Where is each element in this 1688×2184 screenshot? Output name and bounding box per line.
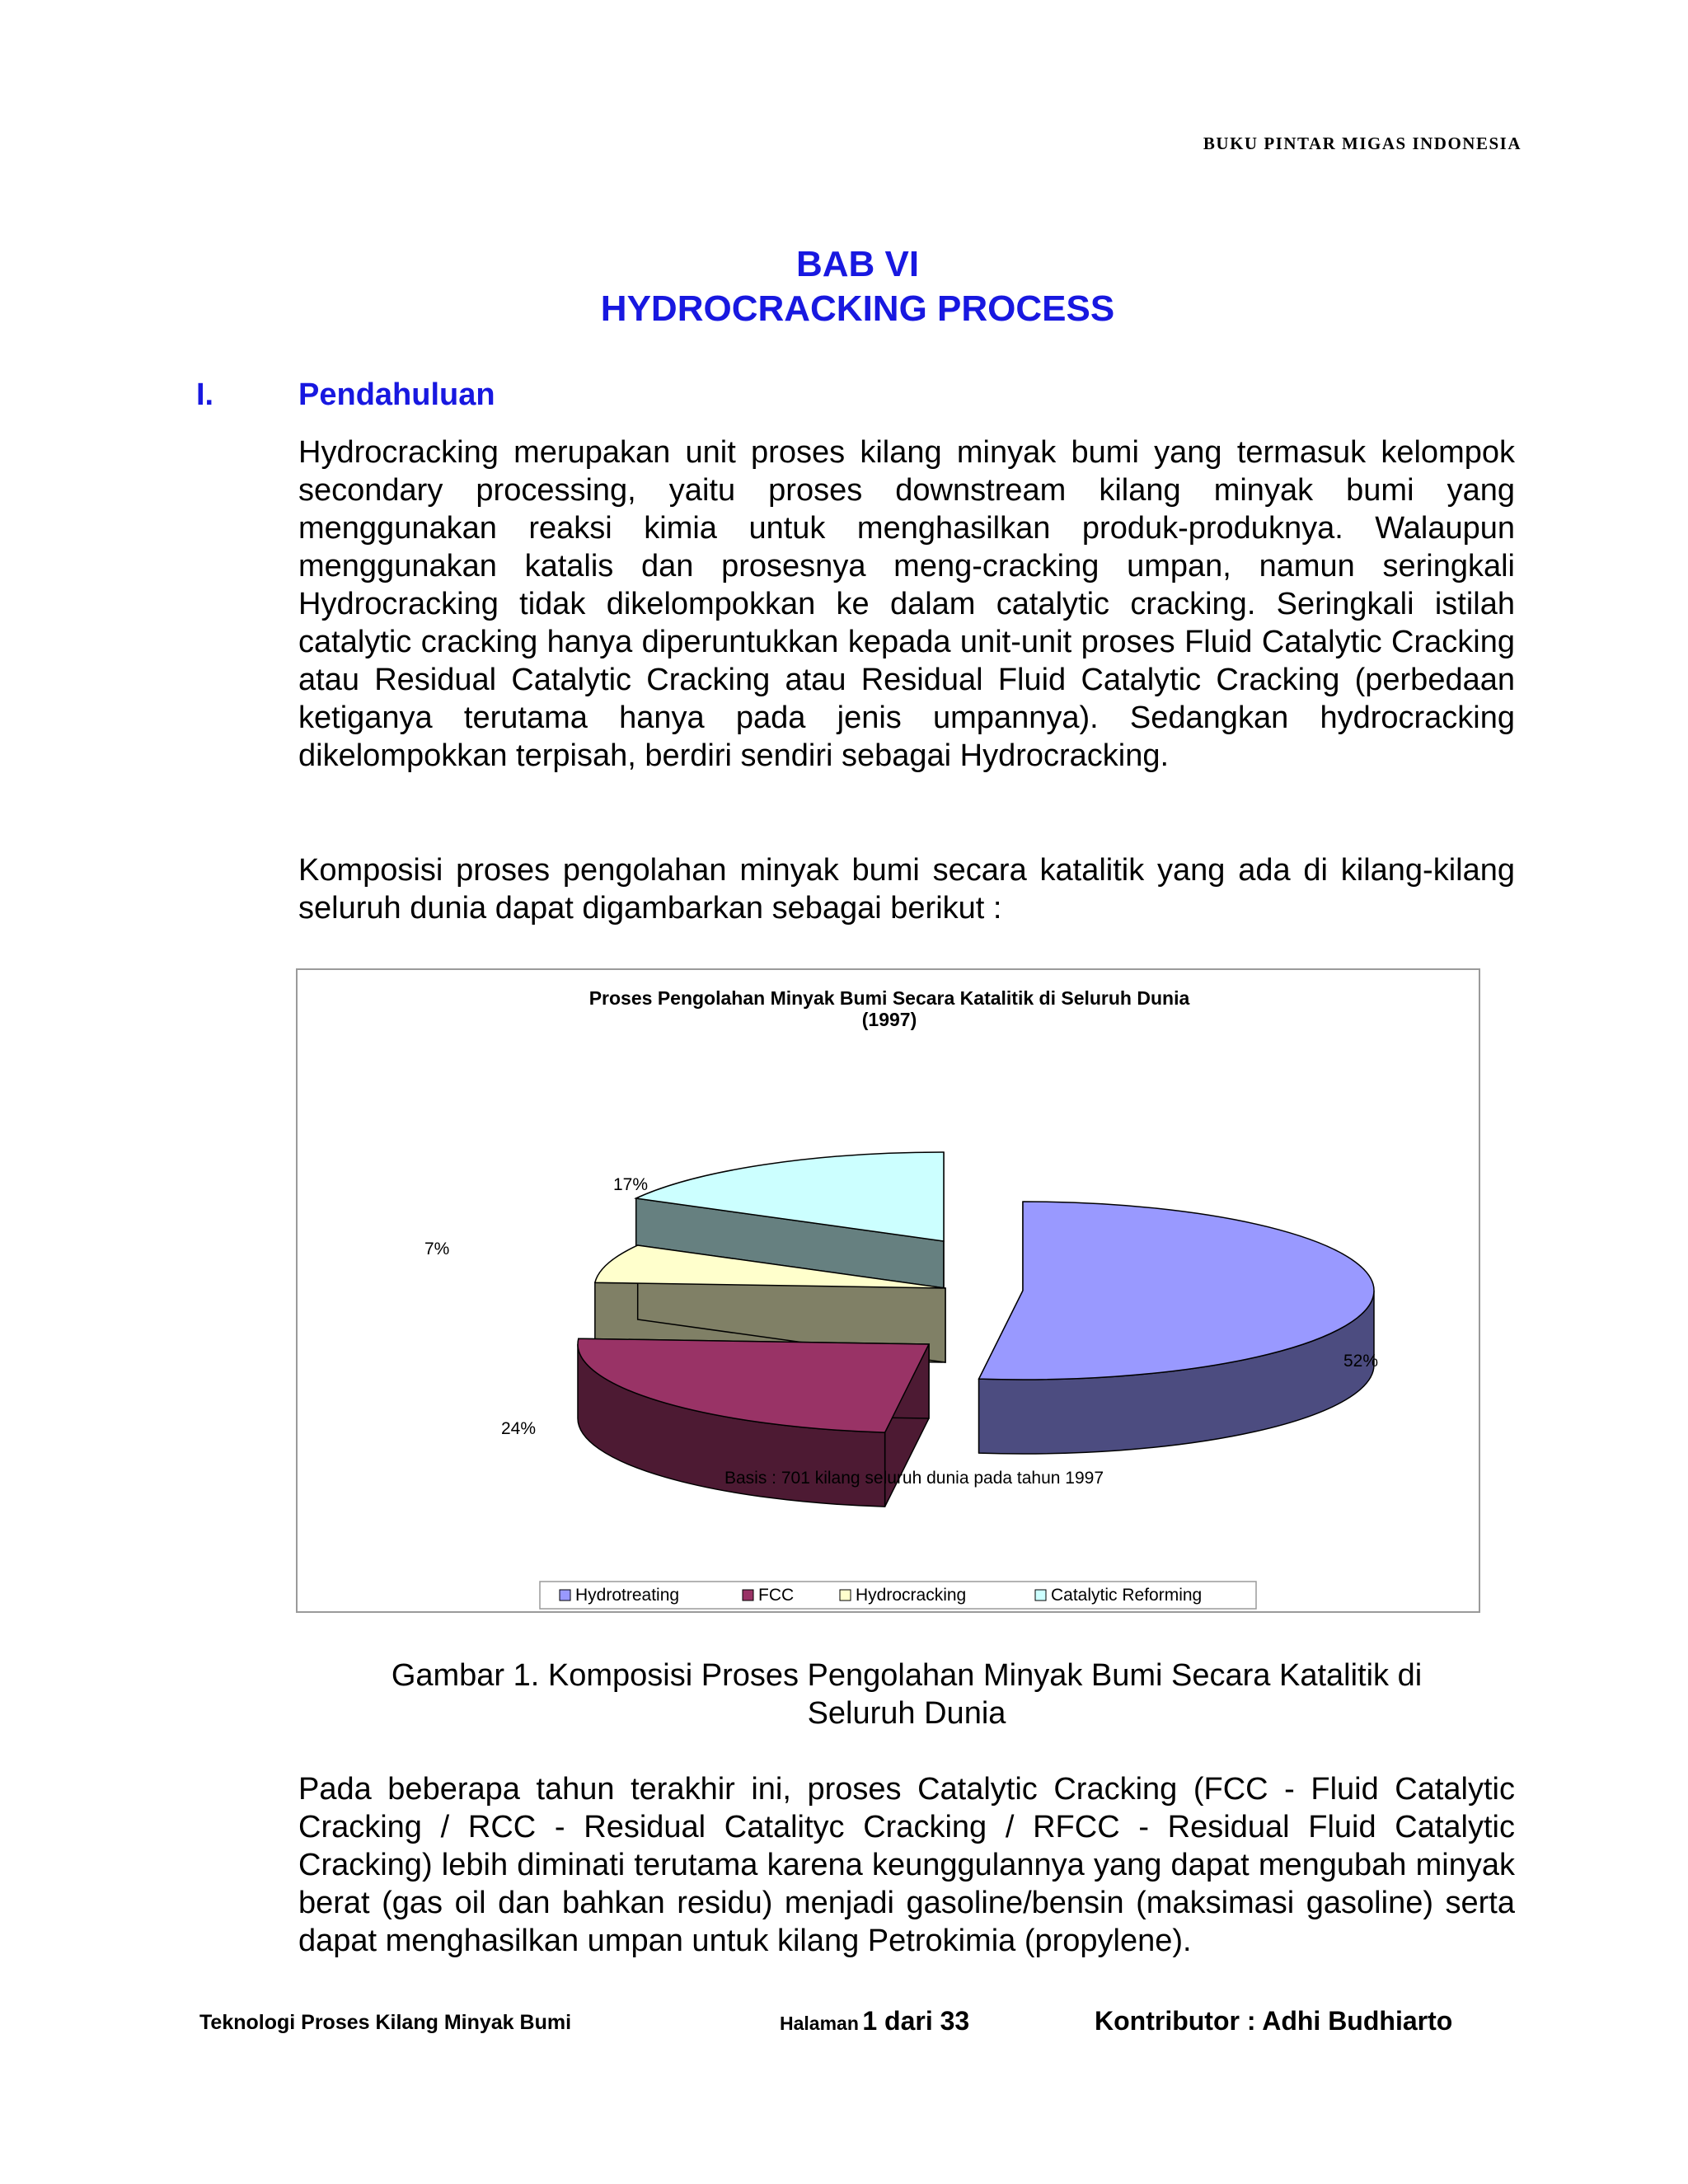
section-number: I. — [196, 377, 214, 412]
chart-title: Proses Pengolahan Minyak Bumi Secara Katalitik di Seluruh Dunia — [588, 987, 1190, 1009]
legend-label-catalytic-reforming: Catalytic Reforming — [1051, 1586, 1203, 1605]
footer-page-prefix: Halaman — [780, 2013, 859, 2034]
legend-swatch-hydrotreating — [560, 1590, 570, 1601]
chapter-title: HYDROCRACKING PROCESS — [600, 288, 1115, 329]
paragraph-catalytic-cracking: Pada beberapa tahun terakhir ini, proses Catalytic Cracking (FCC - Fluid Catalytic Cracking / RCC - Residual Catalityc Cracking / RFCC - Residual Fluid Catalytic Cracking) lebih diminati terutama karena keunggulannya yang dapat mengubah minyak berat (gas oil dan bahkan residu) menjadi gasoline/bensin (maksimasi gasoline) serta dapat menghasilkan umpan untuk kilang Petrokimia (propylene). — [298, 1772, 1515, 1958]
data-label-fcc: 24% — [501, 1419, 537, 1438]
running-header: BUKU PINTAR MIGAS INDONESIA — [1203, 134, 1522, 153]
chart-subtitle: (1997) — [861, 1009, 917, 1030]
footer-page-number — [780, 2006, 969, 2036]
chart-canvas — [298, 970, 1482, 1615]
figure-caption-line1: Gambar 1. Komposisi Proses Pengolahan Minyak Bumi Secara Katalitik di — [391, 1658, 1423, 1693]
paragraph-composition: Komposisi proses pengolahan minyak bumi secara katalitik yang ada di kilang-kilang seluruh dunia dapat digambarkan sebagai berikut : — [298, 853, 1515, 926]
legend-label-fcc: FCC — [758, 1586, 795, 1605]
legend-swatch-fcc — [743, 1590, 753, 1601]
footer-page-text: 1 dari 33 — [862, 2006, 970, 2036]
data-label-catalytic-reforming: 17% — [613, 1175, 649, 1194]
footer-book-title: Teknologi Proses Kilang Minyak Bumi — [199, 2011, 572, 2034]
chapter-number: BAB VI — [795, 244, 920, 284]
legend-label-hydrocracking: Hydrocracking — [856, 1586, 967, 1605]
pie-slices — [578, 1152, 1374, 1507]
footer-contributor: Kontributor : Adhi Budhiarto — [1095, 2006, 1453, 2036]
legend — [560, 1586, 1202, 1605]
figure-caption-line2: Seluruh Dunia — [807, 1696, 1006, 1731]
data-label-hydrotreating: 52% — [1343, 1352, 1379, 1371]
legend-label-hydrotreating: Hydrotreating — [575, 1586, 680, 1605]
pie-slice-hydrotreating — [979, 1202, 1374, 1454]
legend-swatch-catalytic-reforming — [1035, 1590, 1046, 1601]
legend-swatch-hydrocracking — [840, 1590, 851, 1601]
pie-chart — [296, 968, 1480, 1613]
paragraph-intro: Hydrocracking merupakan unit proses kilang minyak bumi yang termasuk kelompok secondary processing, yaitu proses downstream kilang minyak bumi yang menggunakan reaksi kimia untuk menghasilkan produk-produknya. Walaupun menggunakan katalis dan prosesnya meng-cracking umpan, namun seringkali Hydrocracking tidak dikelompokkan ke dalam catalytic cracking. Seringkali istilah catalytic cracking hanya diperuntukkan kepada unit-unit proses Fluid Catalytic Cracking atau Residual Catalytic Cracking atau Residual Fluid Catalytic Cracking (perbedaan ketiganya terutama hanya pada jenis umpannya). Sedangkan hydrocracking dikelompokkan terpisah, berdiri sendiri sebagai Hydrocracking. — [298, 435, 1515, 773]
section-title: Pendahuluan — [298, 377, 495, 412]
data-label-hydrocracking: 7% — [424, 1240, 450, 1258]
chart-note: Basis : 701 kilang seluruh dunia pada tahun 1997 — [724, 1469, 1104, 1488]
